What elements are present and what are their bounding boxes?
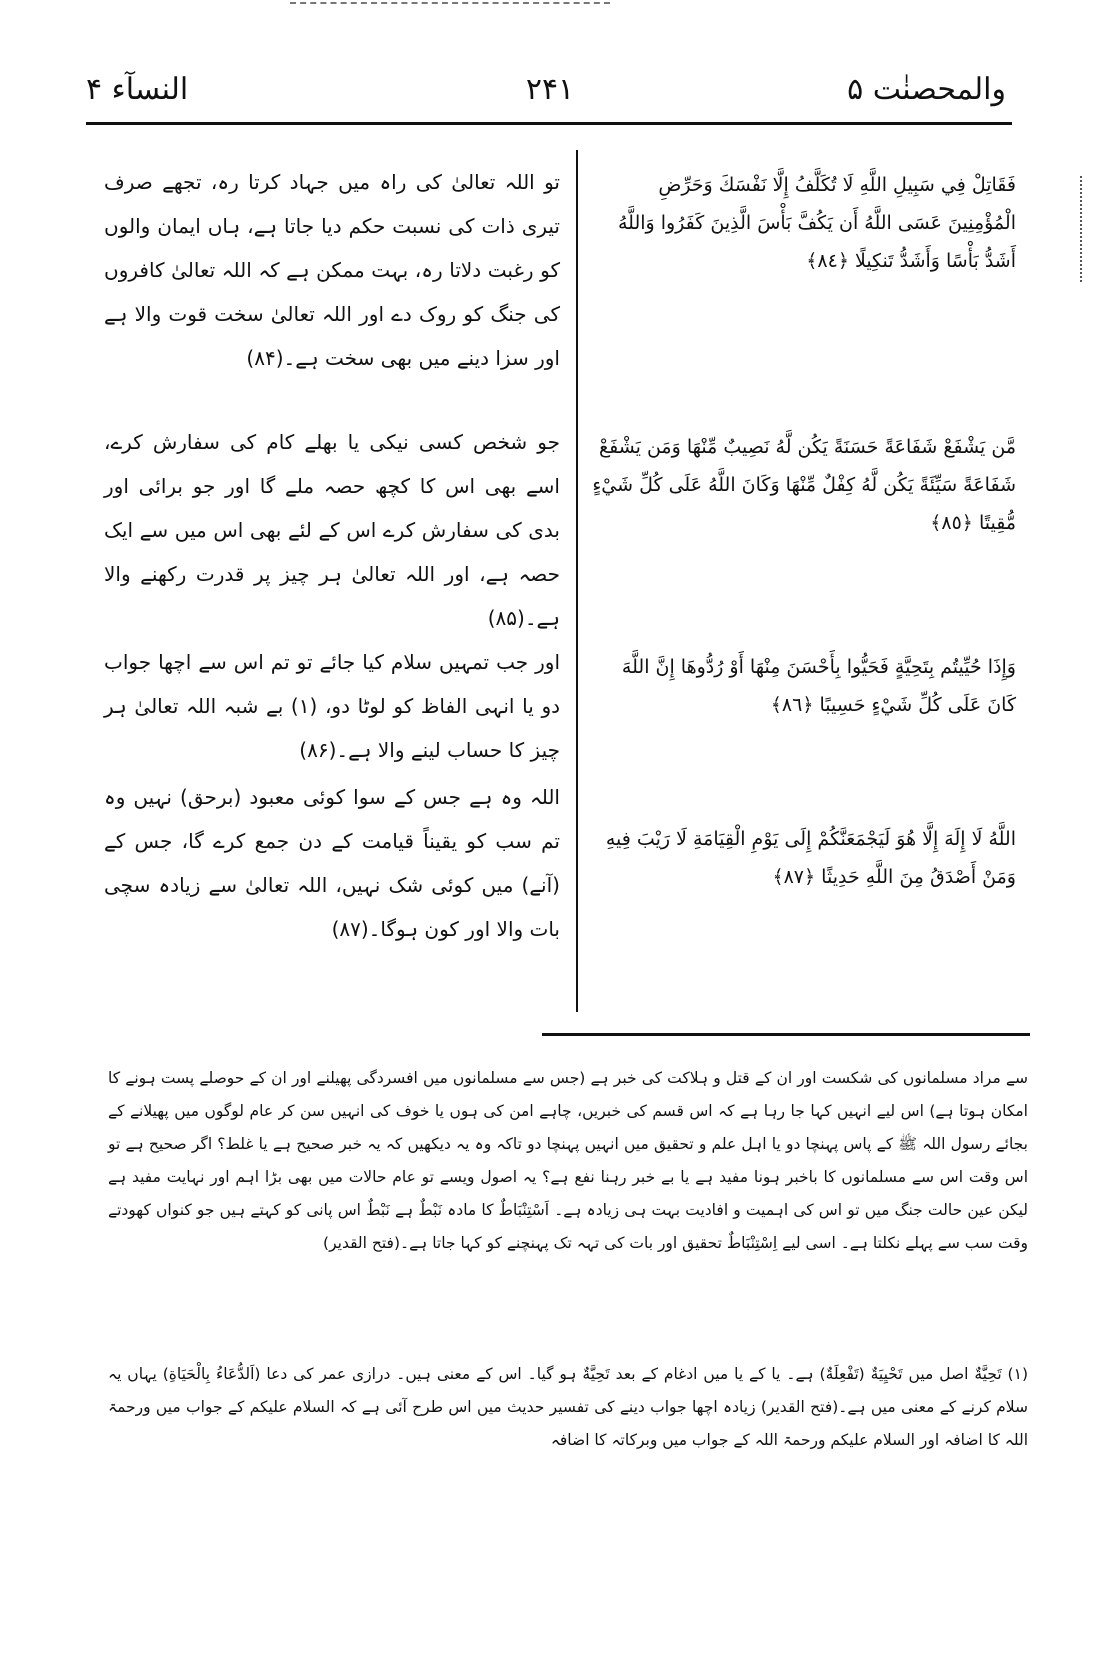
arabic-verse-85: مَّن يَشْفَعْ شَفَاعَةً حَسَنَةً يَكُن لَّهُ نَصِيبٌ مِّنْهَا وَمَن يَشْفَعْ شَفَاعَةً سَيِّئَةً يَكُن لَّهُ كِفْلٌ مِّنْهَا وَكَانَ اللَّهُ عَلَى كُلِّ شَيْءٍ مُّقِيتًا ﴿٨٥﴾ <box>592 436 1016 534</box>
header-divider <box>86 122 1012 125</box>
footnote-1: (۱) تَحِيَّةٌ اصل میں تَحْيِيَةٌ (تَفْعِلَةٌ) ہے۔ یا کے یا میں ادغام کے بعد تَحِيَّةٌ ہو گیا۔ اس کے معنی ہیں۔ درازی عمر کی دعا (اَلدُّعَاءُ بِالْحَيَاةِ) یہاں یہ سلام کرنے کے معنی میں ہے۔(فتح القدیر) زیادہ اچھا جواب دینے کی تفسیر حدیث میں اس طرح آئی ہے کہ السلام علیکم کے جواب میں ورحمۃ اللہ کا اضافہ اور السلام علیکم ورحمۃ اللہ کے جواب میں وبرکاتہ کا اضافہ <box>108 1365 1028 1449</box>
juz-name: والمحصنٰت ۵ <box>847 72 1006 107</box>
column-divider <box>576 150 578 1012</box>
arabic-verse-84: فَقَاتِلْ فِي سَبِيلِ اللَّهِ لَا تُكَلَّفُ إِلَّا نَفْسَكَ وَحَرِّضِ الْمُؤْمِنِينَ عَسَى اللَّهُ أَن يَكُفَّ بَأْسَ الَّذِينَ كَفَرُوا وَاللَّهُ أَشَدُّ بَأْسًا وَأَشَدُّ تَنكِيلًا ﴿٨٤﴾ <box>617 174 1016 272</box>
footnote-separator <box>542 1033 1030 1036</box>
side-dotted-mark <box>1080 176 1082 282</box>
arabic-verse-86: وَإِذَا حُيِّيتُم بِتَحِيَّةٍ فَحَيُّوا بِأَحْسَنَ مِنْهَا أَوْ رُدُّوهَا إِنَّ اللَّهَ كَانَ عَلَى كُلِّ شَيْءٍ حَسِيبًا ﴿٨٦﴾ <box>621 656 1016 716</box>
top-edge-marks <box>290 2 610 10</box>
surah-name: النسآء ۴ <box>86 72 189 107</box>
footnote-continued: سے مراد مسلمانوں کی شکست اور ان کے قتل و ہلاکت کی خبر ہے (جس سے مسلمانوں میں افسردگی پھیلنے اور ان کے حوصلے پست ہونے کا امکان ہوتا ہے) اس لیے انہیں کہا جا رہا ہے کہ اس قسم کی خبریں، چاہے امن کی ہوں یا خوف کی انہیں سن کر عام لوگوں میں پھیلانے کے بجائے رسول اللہ ﷺ کے پاس پہنچا دو یا اہل علم و تحقیق میں انہیں پہنچا دو تاکہ وہ یہ دیکھیں کہ یہ خبر صحیح ہے یا غلط؟ اگر صحیح ہے تو اس وقت اس سے مسلمانوں کا باخبر ہونا مفید ہے یا بے خبر رہنا نفع ہے؟ یہ اصول ویسے تو عام حالات میں بھی بڑا اہم اور نہایت مفید ہے لیکن عین حالت جنگ میں تو اس کی اہمیت و افادیت بہت ہی زیادہ ہے۔ اَسْتِنْبَاطٌ کا مادہ نَبْطٌ ہے نَبْطٌ اس پانی کو کہتے ہیں جو کنواں کھودتے وقت سب سے پہلے نکلتا ہے۔ اسی لیے اِسْتِنْبَاطٌ تحقیق اور بات کی تہہ تک پہنچنے کو کہا جاتا ہے۔(فتح القدیر) <box>108 1069 1028 1252</box>
page-number: ۲۴۱ <box>525 72 575 107</box>
urdu-translation-87: اللہ وہ ہے جس کے سوا کوئی معبود (برحق) نہیں وہ تم سب کو یقیناً قیامت کے دن جمع کرے گا، جس کے (آنے) میں کوئی شک نہیں، اللہ تعالیٰ سے زیادہ سچی بات والا اور کون ہوگا۔(۸۷) <box>104 785 560 941</box>
arabic-verse-87: اللَّهُ لَا إِلَهَ إِلَّا هُوَ لَيَجْمَعَنَّكُمْ إِلَى يَوْمِ الْقِيَامَةِ لَا رَيْبَ فِيهِ وَمَنْ أَصْدَقُ مِنَ اللَّهِ حَدِيثًا ﴿٨٧﴾ <box>605 828 1016 888</box>
urdu-translation-86: اور جب تمہیں سلام کیا جائے تو تم اس سے اچھا جواب دو یا انہی الفاظ کو لوٹا دو، (۱) بے شبہ اللہ تعالیٰ ہر چیز کا حساب لینے والا ہے۔(۸۶) <box>104 650 561 762</box>
urdu-translation-84: تو اللہ تعالیٰ کی راہ میں جہاد کرتا رہ، تجھے صرف تیری ذات کی نسبت حکم دیا جاتا ہے، ہاں ایمان والوں کو رغبت دلاتا رہ، بہت ممکن ہے کہ اللہ تعالیٰ کافروں کی جنگ کو روک دے اور اللہ تعالیٰ سخت قوت والا ہے اور سزا دینے میں بھی سخت ہے۔(۸۴) <box>104 170 560 370</box>
urdu-translation-85: جو شخص کسی نیکی یا بھلے کام کی سفارش کرے، اسے بھی اس کا کچھ حصہ ملے گا اور جو برائی اور بدی کی سفارش کرے اس کے لئے بھی اس میں سے ایک حصہ ہے، اور اللہ تعالیٰ ہر چیز پر قدرت رکھنے والا ہے۔(۸۵) <box>104 430 560 630</box>
